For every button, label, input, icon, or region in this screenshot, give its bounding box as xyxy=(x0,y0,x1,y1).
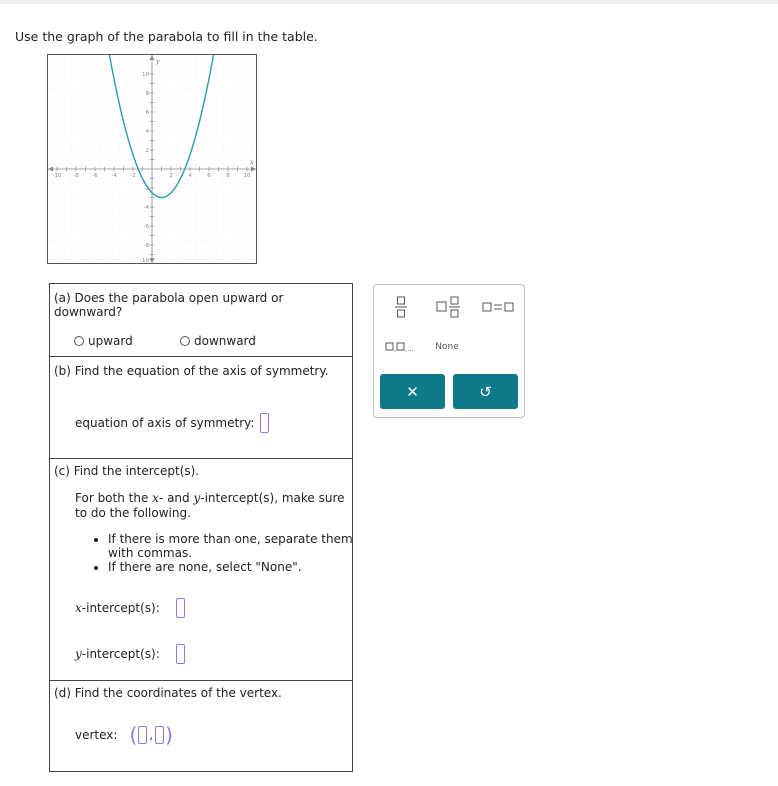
y-tick-label: 10 xyxy=(142,72,149,78)
x-intercept-row xyxy=(75,598,185,618)
radio-upward-label: upward xyxy=(88,334,133,348)
radio-downward-circle[interactable] xyxy=(180,336,190,346)
fraction-icon xyxy=(394,295,408,319)
axis-of-symmetry-label: equation of axis of symmetry: xyxy=(75,416,255,430)
x-axis-label: x xyxy=(250,159,254,166)
y-axis-label: y xyxy=(156,58,160,65)
x-tick-label: 4 xyxy=(188,173,192,179)
top-bar xyxy=(0,0,778,4)
y-intercept-label xyxy=(75,647,160,661)
radio-upward[interactable] xyxy=(74,334,133,348)
list-button[interactable] xyxy=(383,336,417,358)
svg-text:,: , xyxy=(394,345,397,353)
parabola-graph xyxy=(47,54,257,264)
axis-of-symmetry-input[interactable] xyxy=(260,413,269,433)
instruction-list xyxy=(90,532,370,574)
intercept-instructions xyxy=(75,491,350,521)
comma-separator: , xyxy=(149,728,154,742)
vertex-label: vertex: xyxy=(75,728,118,742)
x-tick-label: 6 xyxy=(207,173,211,179)
x-intercept-label xyxy=(75,601,160,615)
svg-text:,...: ,... xyxy=(405,345,414,353)
vertex-y-input[interactable] xyxy=(155,726,164,744)
x-tick-label: -8 xyxy=(73,173,79,179)
y-intercept-row xyxy=(75,644,185,664)
x-tick-label: -2 xyxy=(130,173,136,179)
y-tick-label: 4 xyxy=(145,129,149,135)
instruction-bullet: • If there are none, select "None". xyxy=(108,560,370,574)
vertex-input-group xyxy=(129,725,172,745)
list-icon xyxy=(385,341,415,353)
section-a xyxy=(49,283,353,357)
x-intercept-label-text: -intercept(s): xyxy=(81,601,160,615)
section-b-title: (b) Find the equation of the axis of symmetry. xyxy=(54,364,329,378)
graph-svg xyxy=(48,55,256,263)
intro-text-1: For both the xyxy=(75,491,153,505)
fraction-button[interactable] xyxy=(388,293,414,321)
axis-of-symmetry-row xyxy=(75,413,269,433)
close-icon: ✕ xyxy=(406,382,419,401)
y-tick-label: -8 xyxy=(143,243,149,249)
mixed-number-icon xyxy=(436,295,462,319)
section-d xyxy=(49,680,353,772)
section-c-title: (c) Find the intercept(s). xyxy=(54,464,200,478)
clear-button[interactable] xyxy=(380,374,445,409)
intro-text-3: -intercept(s), make sure to do the following. xyxy=(75,491,345,520)
y-intercept-label-text: -intercept(s): xyxy=(81,647,160,661)
y-var: y xyxy=(75,647,82,661)
intro-text-2: - and xyxy=(158,491,194,505)
radio-downward-label: downward xyxy=(194,334,256,348)
x-tick-label: 8 xyxy=(226,173,230,179)
section-c xyxy=(49,458,353,681)
x-tick-label: 10 xyxy=(243,173,251,179)
left-paren-icon: ( xyxy=(129,723,138,747)
math-palette xyxy=(373,284,525,418)
vertex-row xyxy=(75,725,173,745)
problem-prompt: Use the graph of the parabola to fill in the table. xyxy=(15,29,318,44)
intro-x-var: x xyxy=(152,491,159,505)
x-var: x xyxy=(75,601,82,615)
y-tick-label: -6 xyxy=(143,224,149,230)
x-tick-label: 2 xyxy=(169,173,173,179)
y-intercept-input[interactable] xyxy=(176,644,185,664)
undo-icon: ↺ xyxy=(479,382,492,401)
none-button[interactable]: None xyxy=(435,342,459,352)
section-a-title: (a) Does the parabola open upward or downward? xyxy=(54,291,284,319)
section-d-title: (d) Find the coordinates of the vertex. xyxy=(54,686,282,700)
right-paren-icon: ) xyxy=(165,723,173,747)
equals-button[interactable] xyxy=(480,293,516,321)
y-tick-label: 6 xyxy=(145,110,149,116)
vertex-x-input[interactable] xyxy=(138,726,147,744)
instruction-bullet: • If there is more than one, separate them with commas. xyxy=(108,532,370,560)
y-tick-label: -4 xyxy=(143,205,149,211)
y-tick-label: -2 xyxy=(143,186,149,192)
x-intercept-input[interactable] xyxy=(176,598,185,618)
y-tick-label: 2 xyxy=(145,148,149,154)
intro-y-var: y xyxy=(193,491,201,505)
y-tick-label: 8 xyxy=(145,91,149,97)
undo-button[interactable] xyxy=(453,374,518,409)
x-tick-label: -6 xyxy=(92,173,98,179)
x-tick-label: -4 xyxy=(111,173,117,179)
radio-downward[interactable] xyxy=(180,334,256,348)
mixed-number-button[interactable] xyxy=(434,293,464,321)
equals-icon xyxy=(482,300,514,314)
radio-upward-circle[interactable] xyxy=(74,336,84,346)
y-tick-label: -10 xyxy=(140,258,149,263)
x-tick-label: -10 xyxy=(52,173,62,179)
section-b xyxy=(49,356,353,459)
